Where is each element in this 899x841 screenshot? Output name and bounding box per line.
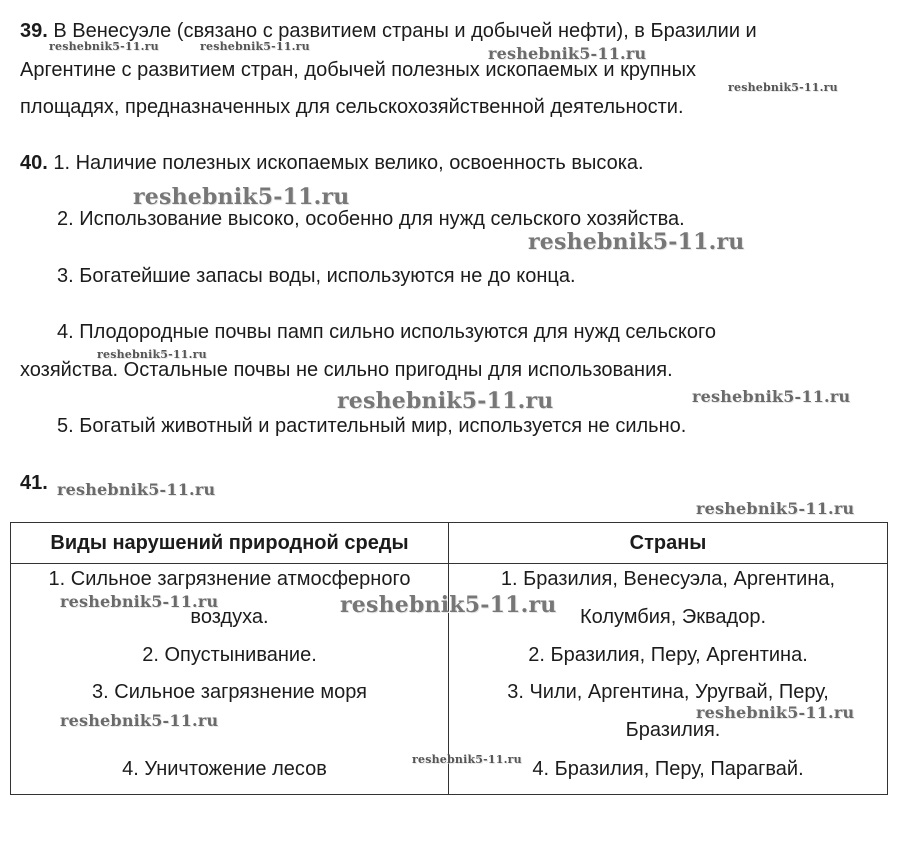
q40-item5: 5. Богатый животный и растительный мир, используется не сильно. bbox=[57, 415, 687, 437]
watermark: reshebnik5-11.ru bbox=[488, 44, 647, 63]
q40-item4-line1: 4. Плодородные почвы памп сильно используются для нужд сельского bbox=[57, 321, 716, 343]
watermark: reshebnik5-11.ru bbox=[60, 592, 219, 611]
q39-text-line3: площадях, предназначенных для сельскохозяйственной деятельности. bbox=[20, 96, 684, 118]
q40-item3: 3. Богатейшие запасы воды, используются не до конца. bbox=[57, 265, 576, 287]
countries-3-line2: Бразилия. bbox=[625, 719, 721, 741]
countries-1-line1: 1. Бразилия, Венесуэла, Аргентина, bbox=[500, 568, 836, 590]
countries-2: 2. Бразилия, Перу, Аргентина. bbox=[528, 644, 808, 666]
q39-text-line2: Аргентине с развитием стран, добычей полезных ископаемых и крупных bbox=[20, 59, 696, 81]
watermark: reshebnik5-11.ru bbox=[340, 592, 557, 618]
watermark: reshebnik5-11.ru bbox=[692, 387, 851, 406]
q39-number: 39. bbox=[20, 20, 48, 42]
table-header-row bbox=[11, 523, 888, 564]
q40-number: 40. bbox=[20, 152, 48, 174]
countries-3-line1: 3. Чили, Аргентина, Уругвай, Перу, bbox=[507, 681, 829, 703]
header-violations: Виды нарушений природной среды bbox=[11, 523, 449, 564]
q40-line1 bbox=[20, 152, 644, 175]
watermark: reshebnik5-11.ru bbox=[728, 81, 838, 94]
q40-item4-line2: хозяйства. Остальные почвы не сильно пригодны для использования. bbox=[20, 359, 673, 381]
countries-1-line2: Колумбия, Эквадор. bbox=[580, 606, 766, 628]
header-countries: Страны bbox=[449, 523, 888, 564]
q40-item2: 2. Использование высоко, особенно для нужд сельского хозяйства. bbox=[57, 208, 685, 230]
watermark: reshebnik5-11.ru bbox=[200, 40, 310, 53]
violation-1-line2: воздуха. bbox=[190, 606, 269, 628]
violation-2: 2. Опустынивание. bbox=[142, 644, 317, 666]
watermark: reshebnik5-11.ru bbox=[49, 40, 159, 53]
watermark: reshebnik5-11.ru bbox=[412, 753, 522, 766]
watermark: reshebnik5-11.ru bbox=[97, 348, 207, 361]
watermark: reshebnik5-11.ru bbox=[57, 480, 216, 499]
countries-4: 4. Бразилия, Перу, Парагвай. bbox=[532, 758, 804, 780]
watermark: reshebnik5-11.ru bbox=[337, 388, 554, 414]
watermark: reshebnik5-11.ru bbox=[60, 711, 219, 730]
watermark: reshebnik5-11.ru bbox=[696, 703, 855, 722]
violation-3: 3. Сильное загрязнение моря bbox=[92, 681, 367, 703]
violation-4: 4. Уничтожение лесов bbox=[122, 758, 327, 780]
watermark: reshebnik5-11.ru bbox=[133, 184, 350, 210]
q41-number: 41. bbox=[20, 472, 48, 494]
violation-1-line1: 1. Сильное загрязнение атмосферного bbox=[48, 568, 411, 590]
q40-item1: 1. Наличие полезных ископаемых велико, освоенность высока. bbox=[53, 152, 644, 174]
watermark: reshebnik5-11.ru bbox=[696, 499, 855, 518]
watermark: reshebnik5-11.ru bbox=[528, 229, 745, 255]
q39-text-line1: В Венесуэле (связано с развитием страны и добычей нефти), в Бразилии и bbox=[53, 20, 757, 42]
